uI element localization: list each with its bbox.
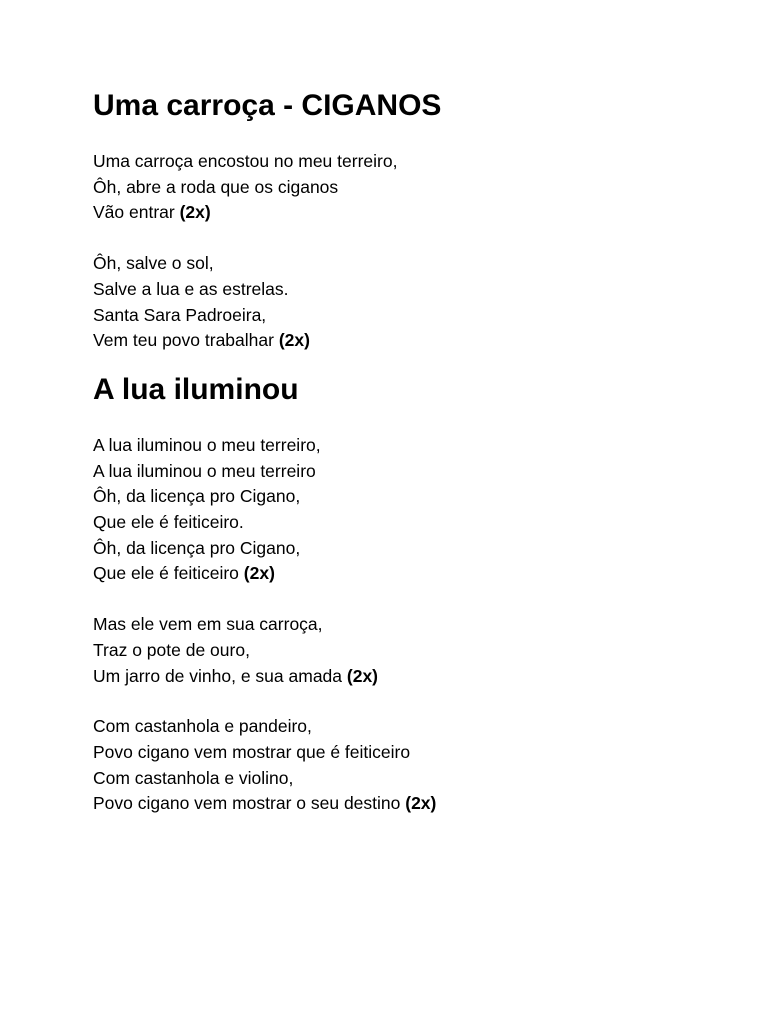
lyric-text: Salve a lua e as estrelas. (93, 278, 289, 299)
lyric-text: Povo cigano vem mostrar o seu destino (93, 793, 406, 814)
document-page (93, 86, 733, 817)
lyric-line (93, 459, 733, 485)
song-title: A lua iluminou (93, 372, 299, 406)
verse (93, 433, 733, 587)
lyric-line (93, 612, 733, 638)
lyric-line (93, 714, 733, 740)
lyric-text: Ôh, abre a roda que os ciganos (93, 176, 339, 197)
lyric-text: A lua iluminou o meu terreiro, (93, 434, 321, 455)
lyric-text: Santa Sara Padroeira, (93, 304, 267, 325)
lyric-line (93, 536, 733, 562)
verse (93, 149, 733, 226)
lyric-text: Ôh, da licença pro Cigano, (93, 486, 301, 507)
verse (93, 612, 733, 689)
lyric-text: Com castanhola e pandeiro, (93, 716, 312, 737)
lyric-line (93, 484, 733, 510)
lyric-text: Ôh, da licença pro Cigano, (93, 537, 301, 558)
repeat-marker: (2x) (243, 563, 275, 584)
lyric-line (93, 277, 733, 303)
lyric-text: Mas ele vem em sua carroça, (93, 614, 323, 635)
lyric-text: Povo cigano vem mostrar que é feiticeiro (93, 741, 411, 762)
verse (93, 714, 733, 817)
lyric-text: Que ele é feiticeiro (93, 563, 244, 584)
lyric-line (93, 638, 733, 664)
repeat-marker: (2x) (278, 330, 310, 351)
lyric-text: Ôh, salve o sol, (93, 253, 214, 274)
lyric-line (93, 510, 733, 536)
lyric-line (93, 561, 733, 587)
lyric-text: Vem teu povo trabalhar (93, 330, 279, 351)
lyric-line (93, 200, 733, 226)
lyric-line (93, 664, 733, 690)
lyric-line (93, 149, 733, 175)
lyric-line (93, 433, 733, 459)
lyric-line (93, 175, 733, 201)
lyric-text: A lua iluminou o meu terreiro (93, 460, 316, 481)
repeat-marker: (2x) (179, 202, 211, 223)
lyric-text: Que ele é feiticeiro. (93, 512, 244, 533)
lyric-line (93, 328, 733, 354)
lyric-text: Uma carroça encostou no meu terreiro, (93, 151, 398, 171)
song-section (93, 86, 733, 354)
lyric-text: Um jarro de vinho, e sua amada (93, 665, 347, 686)
lyric-line (93, 791, 733, 817)
verse (93, 251, 733, 354)
lyric-line (93, 740, 733, 766)
lyric-line (93, 251, 733, 277)
lyric-line (93, 766, 733, 792)
lyric-line (93, 303, 733, 329)
repeat-marker: (2x) (405, 793, 437, 814)
song-title: Uma carroça - CIGANOS (93, 89, 442, 122)
lyric-text: Traz o pote de ouro, (93, 639, 250, 660)
lyric-text: Com castanhola e violino, (93, 767, 294, 788)
lyric-text: Vão entrar (93, 202, 180, 223)
repeat-marker: (2x) (346, 665, 379, 686)
song-section (93, 370, 733, 817)
